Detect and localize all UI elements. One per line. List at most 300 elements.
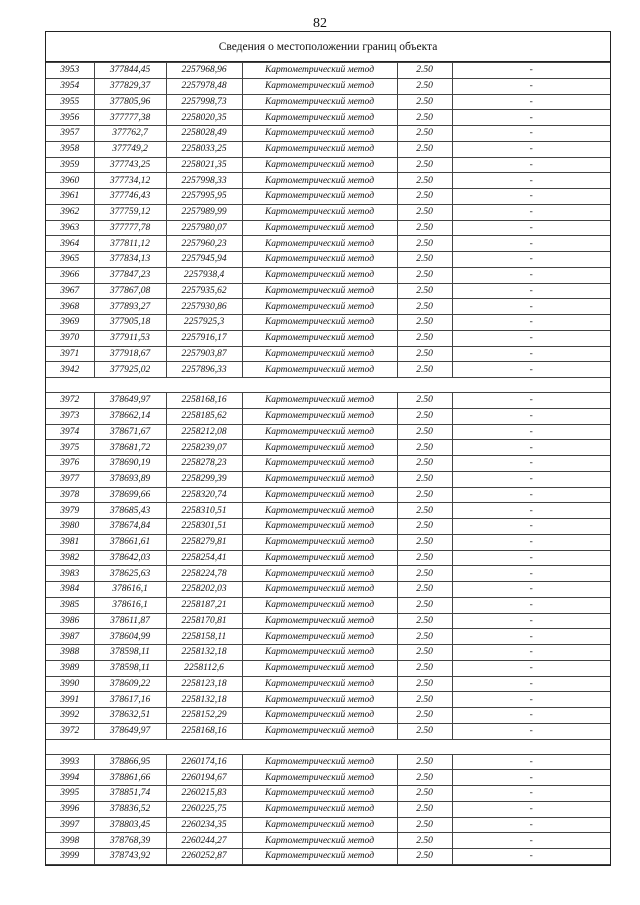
table-row (46, 267, 610, 283)
accuracy-cell: 2.50 (397, 660, 452, 676)
y-coordinate-cell: 2258170,81 (166, 613, 242, 629)
table-row (46, 189, 610, 205)
table-row (46, 94, 610, 110)
x-coordinate-cell: 378632,51 (94, 708, 166, 724)
table-row (46, 204, 610, 220)
point-number-cell: 3958 (46, 141, 94, 157)
method-cell: Картометрический метод (242, 582, 397, 598)
accuracy-cell: 2.50 (397, 94, 452, 110)
table-row (46, 833, 610, 849)
method-cell: Картометрический метод (242, 346, 397, 362)
accuracy-cell: 2.50 (397, 267, 452, 283)
method-cell: Картометрический метод (242, 770, 397, 786)
y-coordinate-cell: 2258202,03 (166, 582, 242, 598)
table-row (46, 566, 610, 582)
point-number-cell: 3994 (46, 770, 94, 786)
description-cell: - (452, 550, 610, 566)
point-number-cell: 3978 (46, 487, 94, 503)
table-row (46, 110, 610, 126)
x-coordinate-cell: 378681,72 (94, 440, 166, 456)
table-row (46, 503, 610, 519)
accuracy-cell: 2.50 (397, 519, 452, 535)
accuracy-cell: 2.50 (397, 330, 452, 346)
method-cell: Картометрический метод (242, 299, 397, 315)
description-cell: - (452, 487, 610, 503)
description-cell: - (452, 645, 610, 661)
description-cell: - (452, 786, 610, 802)
y-coordinate-cell: 2257916,17 (166, 330, 242, 346)
description-cell: - (452, 204, 610, 220)
x-coordinate-cell: 377777,38 (94, 110, 166, 126)
accuracy-cell: 2.50 (397, 786, 452, 802)
accuracy-cell: 2.50 (397, 346, 452, 362)
accuracy-cell: 2.50 (397, 817, 452, 833)
coordinates-table-body (46, 63, 610, 865)
method-cell: Картометрический метод (242, 157, 397, 173)
x-coordinate-cell: 377834,13 (94, 252, 166, 268)
x-coordinate-cell: 378861,66 (94, 770, 166, 786)
y-coordinate-cell: 2258168,16 (166, 723, 242, 739)
y-coordinate-cell: 2258168,16 (166, 393, 242, 409)
method-cell: Картометрический метод (242, 173, 397, 189)
y-coordinate-cell: 2260194,67 (166, 770, 242, 786)
accuracy-cell: 2.50 (397, 645, 452, 661)
accuracy-cell: 2.50 (397, 63, 452, 79)
description-cell: - (452, 503, 610, 519)
method-cell: Картометрический метод (242, 456, 397, 472)
x-coordinate-cell: 378611,87 (94, 613, 166, 629)
point-number-cell: 3963 (46, 220, 94, 236)
x-coordinate-cell: 378690,19 (94, 456, 166, 472)
point-number-cell: 3962 (46, 204, 94, 220)
description-cell: - (452, 126, 610, 142)
method-cell: Картометрический метод (242, 801, 397, 817)
accuracy-cell: 2.50 (397, 173, 452, 189)
method-cell: Картометрический метод (242, 597, 397, 613)
y-coordinate-cell: 2258021,35 (166, 157, 242, 173)
description-cell: - (452, 236, 610, 252)
description-cell: - (452, 94, 610, 110)
point-number-cell: 3968 (46, 299, 94, 315)
x-coordinate-cell: 377918,67 (94, 346, 166, 362)
x-coordinate-cell: 377805,96 (94, 94, 166, 110)
x-coordinate-cell: 378649,97 (94, 723, 166, 739)
description-cell: - (452, 456, 610, 472)
method-cell: Картометрический метод (242, 252, 397, 268)
description-cell: - (452, 157, 610, 173)
y-coordinate-cell: 2260234,35 (166, 817, 242, 833)
method-cell: Картометрический метод (242, 315, 397, 331)
table-row (46, 849, 610, 865)
y-coordinate-cell: 2260215,83 (166, 786, 242, 802)
x-coordinate-cell: 378803,45 (94, 817, 166, 833)
accuracy-cell: 2.50 (397, 315, 452, 331)
description-cell: - (452, 63, 610, 79)
description-cell: - (452, 283, 610, 299)
point-number-cell: 3989 (46, 660, 94, 676)
method-cell: Картометрический метод (242, 267, 397, 283)
description-cell: - (452, 362, 610, 378)
method-cell: Картометрический метод (242, 424, 397, 440)
y-coordinate-cell: 2258212,08 (166, 424, 242, 440)
coordinates-table (46, 62, 610, 865)
method-cell: Картометрический метод (242, 393, 397, 409)
x-coordinate-cell: 378616,1 (94, 582, 166, 598)
point-number-cell: 3979 (46, 503, 94, 519)
y-coordinate-cell: 2258301,51 (166, 519, 242, 535)
y-coordinate-cell: 2257903,87 (166, 346, 242, 362)
method-cell: Картометрический метод (242, 503, 397, 519)
y-coordinate-cell: 2258185,62 (166, 408, 242, 424)
table-row (46, 141, 610, 157)
accuracy-cell: 2.50 (397, 157, 452, 173)
x-coordinate-cell: 378598,11 (94, 645, 166, 661)
method-cell: Картометрический метод (242, 708, 397, 724)
method-cell: Картометрический метод (242, 786, 397, 802)
x-coordinate-cell: 377759,12 (94, 204, 166, 220)
accuracy-cell: 2.50 (397, 236, 452, 252)
point-number-cell: 3956 (46, 110, 94, 126)
method-cell: Картометрический метод (242, 94, 397, 110)
y-coordinate-cell: 2257925,3 (166, 315, 242, 331)
y-coordinate-cell: 2257896,33 (166, 362, 242, 378)
y-coordinate-cell: 2257998,73 (166, 94, 242, 110)
accuracy-cell: 2.50 (397, 487, 452, 503)
description-cell: - (452, 660, 610, 676)
x-coordinate-cell: 377829,37 (94, 78, 166, 94)
table-row (46, 708, 610, 724)
y-coordinate-cell: 2258187,21 (166, 597, 242, 613)
accuracy-cell: 2.50 (397, 582, 452, 598)
description-cell: - (452, 252, 610, 268)
method-cell: Картометрический метод (242, 676, 397, 692)
method-cell: Картометрический метод (242, 330, 397, 346)
accuracy-cell: 2.50 (397, 126, 452, 142)
point-number-cell: 3967 (46, 283, 94, 299)
point-number-cell: 3997 (46, 817, 94, 833)
x-coordinate-cell: 378642,03 (94, 550, 166, 566)
table-row (46, 220, 610, 236)
point-number-cell: 3954 (46, 78, 94, 94)
table-row (46, 283, 610, 299)
y-coordinate-cell: 2257995,95 (166, 189, 242, 205)
method-cell: Картометрический метод (242, 78, 397, 94)
method-cell: Картометрический метод (242, 126, 397, 142)
accuracy-cell: 2.50 (397, 440, 452, 456)
table-row (46, 393, 610, 409)
x-coordinate-cell: 378836,52 (94, 801, 166, 817)
table-row (46, 613, 610, 629)
x-coordinate-cell: 378598,11 (94, 660, 166, 676)
table-row (46, 173, 610, 189)
accuracy-cell: 2.50 (397, 629, 452, 645)
y-coordinate-cell: 2258020,35 (166, 110, 242, 126)
x-coordinate-cell: 377777,78 (94, 220, 166, 236)
description-cell: - (452, 330, 610, 346)
x-coordinate-cell: 377743,25 (94, 157, 166, 173)
accuracy-cell: 2.50 (397, 708, 452, 724)
point-number-cell: 3991 (46, 692, 94, 708)
method-cell: Картометрический метод (242, 110, 397, 126)
description-cell: - (452, 582, 610, 598)
description-cell: - (452, 613, 610, 629)
method-cell: Картометрический метод (242, 723, 397, 739)
x-coordinate-cell: 377893,27 (94, 299, 166, 315)
table-row (46, 660, 610, 676)
point-number-cell: 3998 (46, 833, 94, 849)
table-row (46, 534, 610, 550)
description-cell: - (452, 723, 610, 739)
method-cell: Картометрический метод (242, 440, 397, 456)
point-number-cell: 3986 (46, 613, 94, 629)
method-cell: Картометрический метод (242, 63, 397, 79)
method-cell: Картометрический метод (242, 487, 397, 503)
table-title: Сведения о местоположении границ объекта (46, 32, 610, 62)
point-number-cell: 3996 (46, 801, 94, 817)
y-coordinate-cell: 2258033,25 (166, 141, 242, 157)
x-coordinate-cell: 378616,1 (94, 597, 166, 613)
coordinates-table-sheet (45, 31, 611, 866)
accuracy-cell: 2.50 (397, 754, 452, 770)
y-coordinate-cell: 2258112,6 (166, 660, 242, 676)
accuracy-cell: 2.50 (397, 408, 452, 424)
y-coordinate-cell: 2258123,18 (166, 676, 242, 692)
description-cell: - (452, 754, 610, 770)
table-row (46, 408, 610, 424)
point-number-cell: 3981 (46, 534, 94, 550)
description-cell: - (452, 424, 610, 440)
table-row (46, 754, 610, 770)
table-row (46, 252, 610, 268)
method-cell: Картометрический метод (242, 362, 397, 378)
x-coordinate-cell: 378671,67 (94, 424, 166, 440)
method-cell: Картометрический метод (242, 236, 397, 252)
accuracy-cell: 2.50 (397, 252, 452, 268)
description-cell: - (452, 346, 610, 362)
point-number-cell: 3980 (46, 519, 94, 535)
accuracy-cell: 2.50 (397, 566, 452, 582)
x-coordinate-cell: 378609,22 (94, 676, 166, 692)
table-row (46, 770, 610, 786)
description-cell: - (452, 597, 610, 613)
method-cell: Картометрический метод (242, 754, 397, 770)
description-cell: - (452, 833, 610, 849)
table-row (46, 157, 610, 173)
description-cell: - (452, 408, 610, 424)
point-number-cell: 3972 (46, 723, 94, 739)
accuracy-cell: 2.50 (397, 550, 452, 566)
method-cell: Картометрический метод (242, 817, 397, 833)
y-coordinate-cell: 2257968,96 (166, 63, 242, 79)
description-cell: - (452, 676, 610, 692)
y-coordinate-cell: 2257935,62 (166, 283, 242, 299)
method-cell: Картометрический метод (242, 204, 397, 220)
y-coordinate-cell: 2257980,07 (166, 220, 242, 236)
y-coordinate-cell: 2257989,99 (166, 204, 242, 220)
point-number-cell: 3972 (46, 393, 94, 409)
x-coordinate-cell: 377925,02 (94, 362, 166, 378)
y-coordinate-cell: 2258132,18 (166, 645, 242, 661)
description-cell: - (452, 519, 610, 535)
point-number-cell: 3995 (46, 786, 94, 802)
description-cell: - (452, 110, 610, 126)
method-cell: Картометрический метод (242, 833, 397, 849)
table-row (46, 801, 610, 817)
x-coordinate-cell: 378674,84 (94, 519, 166, 535)
point-number-cell: 3960 (46, 173, 94, 189)
y-coordinate-cell: 2258278,23 (166, 456, 242, 472)
accuracy-cell: 2.50 (397, 503, 452, 519)
table-row (46, 456, 610, 472)
group-separator-row (46, 378, 610, 393)
page-number: 82 (313, 16, 327, 31)
x-coordinate-cell: 378617,16 (94, 692, 166, 708)
table-row (46, 519, 610, 535)
y-coordinate-cell: 2258320,74 (166, 487, 242, 503)
x-coordinate-cell: 378649,97 (94, 393, 166, 409)
accuracy-cell: 2.50 (397, 456, 452, 472)
method-cell: Картометрический метод (242, 566, 397, 582)
x-coordinate-cell: 378604,99 (94, 629, 166, 645)
y-coordinate-cell: 2257930,86 (166, 299, 242, 315)
point-number-cell: 3984 (46, 582, 94, 598)
point-number-cell: 3965 (46, 252, 94, 268)
group-separator-row (46, 739, 610, 754)
method-cell: Картометрический метод (242, 141, 397, 157)
table-row (46, 723, 610, 739)
point-number-cell: 3970 (46, 330, 94, 346)
accuracy-cell: 2.50 (397, 597, 452, 613)
x-coordinate-cell: 377762,7 (94, 126, 166, 142)
description-cell: - (452, 708, 610, 724)
accuracy-cell: 2.50 (397, 471, 452, 487)
point-number-cell: 3990 (46, 676, 94, 692)
accuracy-cell: 2.50 (397, 849, 452, 865)
method-cell: Картометрический метод (242, 660, 397, 676)
table-row (46, 330, 610, 346)
accuracy-cell: 2.50 (397, 801, 452, 817)
method-cell: Картометрический метод (242, 189, 397, 205)
table-row (46, 236, 610, 252)
table-row (46, 471, 610, 487)
x-coordinate-cell: 377811,12 (94, 236, 166, 252)
point-number-cell: 3964 (46, 236, 94, 252)
point-number-cell: 3966 (46, 267, 94, 283)
table-row (46, 487, 610, 503)
x-coordinate-cell: 378743,92 (94, 849, 166, 865)
table-row (46, 582, 610, 598)
y-coordinate-cell: 2258299,39 (166, 471, 242, 487)
table-row (46, 550, 610, 566)
table-row (46, 629, 610, 645)
point-number-cell: 3992 (46, 708, 94, 724)
point-number-cell: 3955 (46, 94, 94, 110)
accuracy-cell: 2.50 (397, 362, 452, 378)
accuracy-cell: 2.50 (397, 393, 452, 409)
x-coordinate-cell: 377905,18 (94, 315, 166, 331)
x-coordinate-cell: 378685,43 (94, 503, 166, 519)
table-row (46, 692, 610, 708)
y-coordinate-cell: 2258279,81 (166, 534, 242, 550)
x-coordinate-cell: 378866,95 (94, 754, 166, 770)
point-number-cell: 3957 (46, 126, 94, 142)
point-number-cell: 3975 (46, 440, 94, 456)
table-row (46, 424, 610, 440)
description-cell: - (452, 770, 610, 786)
x-coordinate-cell: 377867,08 (94, 283, 166, 299)
point-number-cell: 3969 (46, 315, 94, 331)
table-row (46, 786, 610, 802)
separator-cell (46, 378, 610, 393)
method-cell: Картометрический метод (242, 220, 397, 236)
accuracy-cell: 2.50 (397, 534, 452, 550)
description-cell: - (452, 173, 610, 189)
accuracy-cell: 2.50 (397, 692, 452, 708)
table-row (46, 362, 610, 378)
method-cell: Картометрический метод (242, 613, 397, 629)
method-cell: Картометрический метод (242, 849, 397, 865)
method-cell: Картометрический метод (242, 692, 397, 708)
y-coordinate-cell: 2260174,16 (166, 754, 242, 770)
table-row (46, 126, 610, 142)
accuracy-cell: 2.50 (397, 110, 452, 126)
description-cell: - (452, 849, 610, 865)
description-cell: - (452, 315, 610, 331)
description-cell: - (452, 534, 610, 550)
description-cell: - (452, 141, 610, 157)
x-coordinate-cell: 378851,74 (94, 786, 166, 802)
table-row (46, 817, 610, 833)
table-row (46, 299, 610, 315)
accuracy-cell: 2.50 (397, 189, 452, 205)
y-coordinate-cell: 2258152,29 (166, 708, 242, 724)
method-cell: Картометрический метод (242, 550, 397, 566)
table-row (46, 63, 610, 79)
table-row (46, 597, 610, 613)
description-cell: - (452, 299, 610, 315)
y-coordinate-cell: 2258239,07 (166, 440, 242, 456)
description-cell: - (452, 566, 610, 582)
table-row (46, 676, 610, 692)
accuracy-cell: 2.50 (397, 723, 452, 739)
description-cell: - (452, 692, 610, 708)
point-number-cell: 3974 (46, 424, 94, 440)
table-row (46, 346, 610, 362)
description-cell: - (452, 471, 610, 487)
point-number-cell: 3985 (46, 597, 94, 613)
y-coordinate-cell: 2257978,48 (166, 78, 242, 94)
y-coordinate-cell: 2258028,49 (166, 126, 242, 142)
x-coordinate-cell: 377749,2 (94, 141, 166, 157)
y-coordinate-cell: 2257960,23 (166, 236, 242, 252)
point-number-cell: 3988 (46, 645, 94, 661)
table-row (46, 78, 610, 94)
table-row (46, 440, 610, 456)
method-cell: Картометрический метод (242, 534, 397, 550)
table-row (46, 315, 610, 331)
accuracy-cell: 2.50 (397, 78, 452, 94)
accuracy-cell: 2.50 (397, 204, 452, 220)
method-cell: Картометрический метод (242, 471, 397, 487)
point-number-cell: 3977 (46, 471, 94, 487)
y-coordinate-cell: 2258158,11 (166, 629, 242, 645)
point-number-cell: 3987 (46, 629, 94, 645)
accuracy-cell: 2.50 (397, 220, 452, 236)
description-cell: - (452, 817, 610, 833)
description-cell: - (452, 393, 610, 409)
description-cell: - (452, 440, 610, 456)
accuracy-cell: 2.50 (397, 283, 452, 299)
